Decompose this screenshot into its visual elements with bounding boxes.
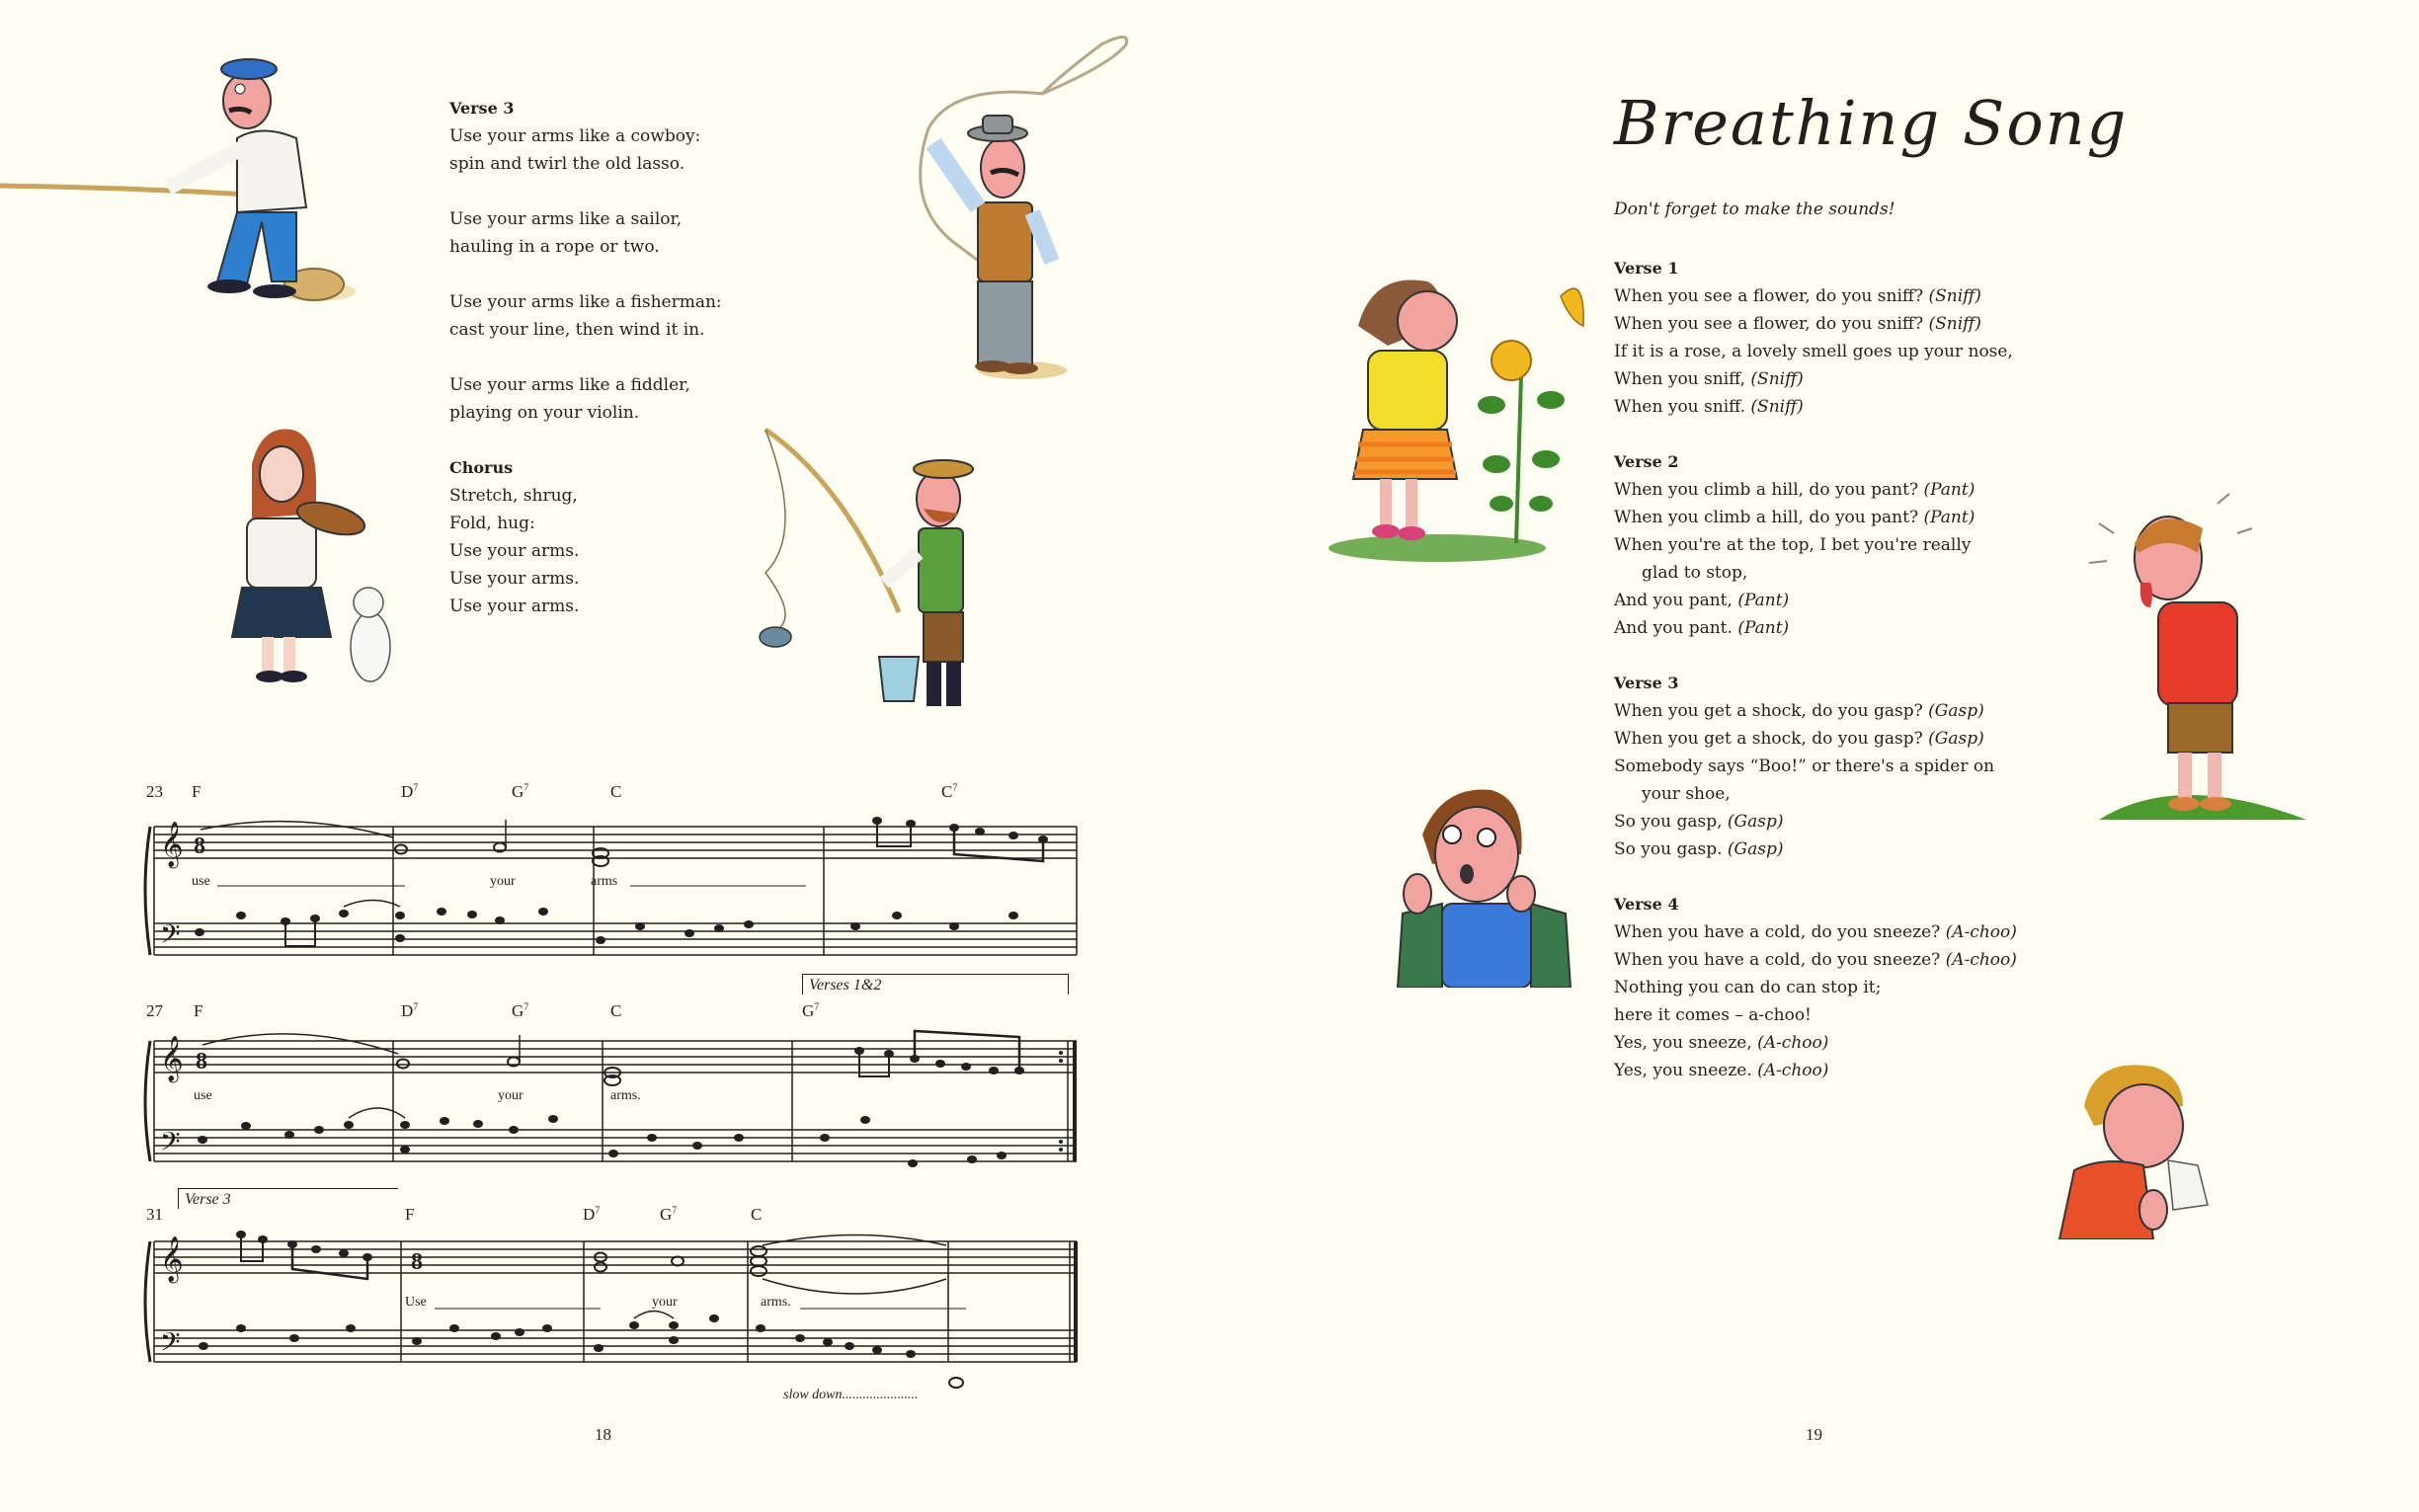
page-number-right: 19 [1806,1425,1822,1444]
verse-2 [1614,448,2017,642]
chord-root: G [802,1001,815,1020]
gasping-boy-illustration [1383,775,1580,988]
verse-4 [1614,891,2017,1084]
chord-root: G [660,1205,673,1224]
lyric-text: And you pant. [1614,618,1738,638]
lyric-syllable: Use [405,1295,427,1310]
verse3-heading: Verse 3 [449,99,515,118]
score-system-bar-31 [146,1200,1077,1417]
verse3-lyrics [449,95,722,620]
lyric-line: Stretch, shrug, [449,486,578,506]
sound-effect: (Pant) [1737,618,1790,638]
lyric-line: hauling in a rope or two. [449,237,660,257]
svg-text:𝄞: 𝄞 [160,1236,184,1282]
lyric-line [1614,697,2017,725]
lyric-line [1614,725,2017,753]
lyric-line: playing on your violin. [449,403,640,423]
lyric-text: When you have a cold, do you sneeze? [1614,950,1946,970]
chord-root: C [610,1001,622,1020]
chord-symbol [401,1001,418,1021]
fisherman-illustration [746,415,993,721]
sound-effect: (Gasp) [1727,839,1784,859]
lyric-syllable: use [192,874,210,889]
lyric-text: When you see a flower, do you sniff? [1614,314,1929,334]
verse3-stanza [449,288,722,344]
verse-3 [1614,670,2017,863]
lyric-line [1614,836,2017,863]
chord-root: G [512,1001,524,1020]
lyric-text: When you're at the top, I bet you're really [1614,535,1972,555]
chord-root: F [192,782,202,801]
chord-root: C [751,1205,763,1224]
svg-text:𝄢: 𝄢 [160,1326,181,1364]
lyric-syllable: your [498,1088,524,1103]
verse-heading: Verse 1 [1614,259,1679,278]
lyric-line [1614,531,2017,559]
verse3-stanza [449,205,722,261]
lyric-syllable: your [490,874,516,889]
verse-1 [1614,255,2017,421]
lyric-syllable: your [652,1295,678,1310]
lyric-text: When you sniff, [1614,369,1751,389]
lyric-line: Use your arms. [449,569,580,589]
lyric-line [1614,282,2017,310]
lyric-line [1614,614,2017,642]
score-system-bar-27 [146,999,1077,1177]
fiddler-illustration [222,425,400,691]
sound-effect: (Sniff) [1928,314,1981,334]
lyric-line: Use your arms. [449,597,580,616]
lyric-text: Yes, you sneeze. [1614,1061,1758,1080]
sound-effect: (A-choo) [1945,922,2017,942]
tempo-marking: slow down...................... [783,1388,919,1402]
lyric-text: When you get a shock, do you gasp? [1614,729,1929,749]
lyric-line: Use your arms like a cowboy: [449,126,701,146]
volta-verse-3: Verse 3 [178,1188,398,1209]
lyric-line [1614,310,2017,338]
volta-verses-1-2: Verses 1&2 [802,974,1069,995]
chord-root: D [583,1205,596,1224]
chord-root: D [401,782,414,801]
lyric-line: Use your arms. [449,541,580,561]
lyric-line [1614,393,2017,421]
sound-effect: (A-choo) [1945,950,2017,970]
lyric-line [1614,1029,2017,1057]
lyric-syllable: use [194,1088,212,1103]
lyric-text: here it comes – a-choo! [1614,1005,1812,1025]
lyric-extender-lines [146,780,1077,958]
chord-root: F [194,1001,203,1020]
chord-ext: 7 [814,1001,820,1013]
score-system-bar-23 [146,780,1077,958]
lyric-line: Use your arms like a sailor, [449,209,683,229]
girl-smelling-rose-illustration [1329,267,1605,563]
lyric-text: So you gasp, [1614,812,1728,832]
lyric-text: When you climb a hill, do you pant? [1614,508,1924,527]
sound-effect: (Pant) [1923,480,1976,500]
sound-effect: (Gasp) [1928,701,1984,721]
lyric-line: Fold, hug: [449,514,535,533]
sound-effect: (Gasp) [1727,812,1784,832]
lyric-text: When you see a flower, do you sniff? [1614,286,1929,306]
sound-effect: (Gasp) [1928,729,1984,749]
cowboy-illustration [894,35,1141,390]
svg-text:𝄞: 𝄞 [160,1036,184,1081]
lyric-text: glad to stop, [1642,563,1748,583]
song-subtitle: Don't forget to make the sounds! [1614,199,1895,219]
lyric-line [1614,1057,2017,1084]
chord-root: C [941,782,953,801]
lyric-line [1614,1001,2017,1029]
verse-heading: Verse 3 [1614,674,1679,692]
chord-ext: 7 [524,782,529,794]
sound-effect: (Pant) [1923,508,1976,527]
chord-ext: 7 [524,1001,529,1013]
lyric-text: When you get a shock, do you gasp? [1614,701,1929,721]
left-page [0,0,1209,1512]
bar-number: 23 [146,782,163,801]
chord-root: D [401,1001,414,1020]
lyric-text: When you sniff. [1614,397,1751,417]
lyric-line [1614,559,2017,587]
verse-heading: Verse 2 [1614,452,1679,471]
chord-ext: 7 [595,1205,601,1217]
bar-number: 27 [146,1001,163,1020]
lyric-text: Yes, you sneeze, [1614,1033,1758,1053]
lyric-text: If it is a rose, a lovely smell goes up your nose, [1614,342,2013,361]
chord-symbol [194,1001,202,1021]
lyric-line [1614,808,2017,836]
svg-text:8: 8 [194,834,205,859]
lyric-text: When you climb a hill, do you pant? [1614,480,1924,500]
lyric-text: When you have a cold, do you sneeze? [1614,922,1946,942]
lyric-line [1614,476,2017,504]
breathing-song-lyrics [1614,255,2017,1112]
panting-boy-illustration [2059,484,2326,830]
lyric-text: So you gasp. [1614,839,1728,859]
sailor-illustration [0,40,395,306]
lyric-line [1614,587,2017,614]
lyric-line [1614,504,2017,531]
chord-root: G [512,782,524,801]
lyric-line [1614,365,2017,393]
chord-root: C [610,782,622,801]
lyric-line [1614,338,2017,365]
lyric-syllable: arms. [761,1295,791,1310]
lyric-line [1614,946,2017,974]
lyric-line [1614,918,2017,946]
song-title: Breathing Song [1614,87,2129,159]
chord-symbol [610,1001,621,1021]
lyric-line [1614,780,2017,808]
sound-effect: (Sniff) [1750,397,1804,417]
lyric-text: And you pant, [1614,591,1738,610]
sound-effect: (Pant) [1737,591,1790,610]
lyric-text: your shoe, [1642,784,1731,804]
chorus-heading: Chorus [449,458,514,477]
lyric-line [1614,974,2017,1001]
lyric-line: Use your arms like a fisherman: [449,292,722,312]
chord-root: F [405,1205,415,1224]
lyric-line: Use your arms like a fiddler, [449,375,690,395]
lyric-extender-lines [146,1200,1077,1397]
chord-ext: 7 [413,1001,419,1013]
sound-effect: (Sniff) [1928,286,1981,306]
chord-ext: 7 [952,782,958,794]
svg-text:8: 8 [411,1249,423,1275]
bar-number: 31 [146,1205,163,1224]
svg-text:𝄢: 𝄢 [160,1126,181,1163]
lyric-line: cast your line, then wind it in. [449,320,705,340]
verse3-stanza [449,371,722,427]
lyric-line [1614,753,2017,780]
svg-text:8: 8 [196,1049,207,1074]
verse-heading: Verse 4 [1614,895,1679,914]
lyric-syllable: arms. [610,1088,641,1103]
chord-symbol [512,1001,528,1021]
svg-text:𝄞: 𝄞 [160,822,184,867]
chord-ext: 7 [672,1205,678,1217]
lyric-line: spin and twirl the old lasso. [449,154,685,174]
sound-effect: (Sniff) [1750,369,1804,389]
chord-symbol [802,1001,819,1021]
sneezing-boy-illustration [2035,1047,2217,1239]
chord-ext: 7 [413,782,419,794]
page-number-left: 18 [595,1425,611,1444]
lyric-syllable: arms [591,874,618,889]
sound-effect: (A-choo) [1757,1033,1829,1053]
lyric-text: Nothing you can do can stop it; [1614,978,1882,997]
lyric-text: Somebody says “Boo!” or there's a spider on [1614,756,1995,776]
sound-effect: (A-choo) [1757,1061,1829,1080]
verse3-stanza [449,122,722,178]
svg-text:𝄢: 𝄢 [160,918,181,956]
